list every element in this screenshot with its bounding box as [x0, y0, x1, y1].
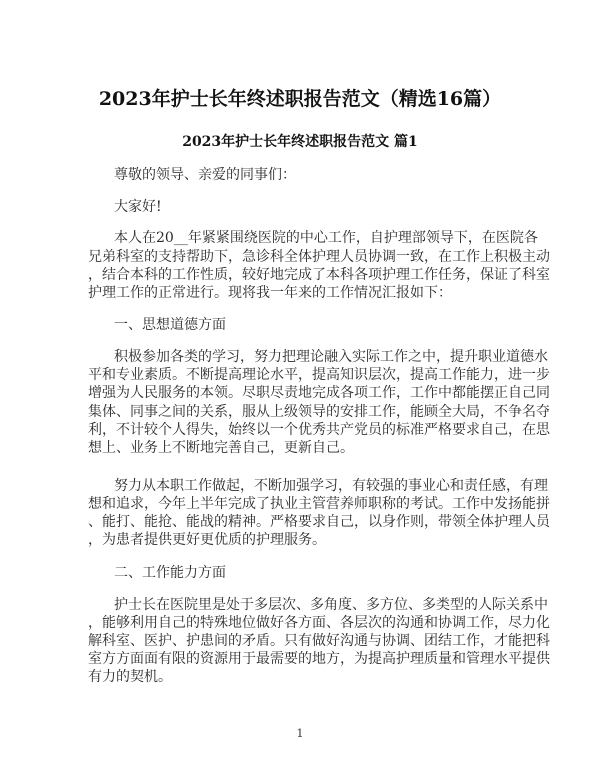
text-line: 平和专业素质。不断提高理论水平，提高知识层次，提高工作能力，进一步 [88, 367, 550, 383]
greeting: 大家好! [114, 199, 162, 215]
text-line: 集体、同事之间的关系，服从上级领导的安排工作，能顾全大局，不争名夺 [88, 404, 550, 420]
section-2-heading: 二、工作能力方面 [114, 565, 226, 581]
text-line: 想和追求，今年上半年完成了执业主管营养师职称的考试。工作中发扬能拼 [88, 496, 550, 512]
text-line: 有力的契机。 [88, 669, 172, 685]
text-line: 利，不计较个人得失，始终以一个优秀共产党员的标准严格要求自己，在思 [88, 422, 550, 438]
document-title: 2023年护士长年终述职报告范文（精选16篇） [98, 88, 502, 110]
text-line: 解科室、医护、护患间的矛盾。只有做好沟通与协调、团结工作，才能把科 [88, 633, 550, 649]
text-line: 室方方面面有限的资源用于最需要的地方，为提高护理质量和管理水平提供 [88, 651, 550, 667]
text-line: 想上、业务上不断地完善自己，更新自己。 [88, 440, 354, 456]
salutation: 尊敬的领导、亲爱的同事们： [114, 167, 296, 183]
text-line: 积极参加各类的学习，努力把理论融入实际工作之中，提升职业道德水 [114, 349, 548, 365]
text-line: 兄弟科室的支持帮助下，急诊科全体护理人员协调一致，在工作上积极主动 [88, 249, 550, 265]
text-line: ，为患者提供更好更优质的护理服务。 [88, 532, 326, 548]
text-line: ，结合本科的工作性质，较好地完成了本科各项护理工作任务，保证了科室 [88, 267, 550, 283]
page-number: 1 [296, 727, 304, 740]
text-line: 本人在20__年紧紧围绕医院的中心工作，自护理部领导下，在医院各 [114, 230, 538, 246]
text-line: ，能够利用自己的特殊地位做好各方面、各层次的沟通和协调工作，尽力化 [88, 615, 550, 631]
section-1-heading: 一、思想道德方面 [114, 317, 226, 333]
text-line: 护士长在医院里是处于多层次、多角度、多方位、多类型的人际关系中 [114, 597, 548, 613]
section-heading: 2023年护士长年终述职报告范文 篇1 [182, 134, 418, 150]
text-line: 努力从本职工作做起，不断加强学习，有较强的事业心和责任感，有理 [114, 478, 548, 494]
text-line: 护理工作的正常进行。现将我一年来的工作情况汇报如下： [88, 285, 452, 301]
text-line: 、能打、能抢、能战的精神。严格要求自己，以身作则，带领全体护理人员 [88, 514, 550, 530]
text-line: 增强为人民服务的本领。尽职尽责地完成各项工作，工作中都能摆正自己同 [88, 385, 550, 401]
